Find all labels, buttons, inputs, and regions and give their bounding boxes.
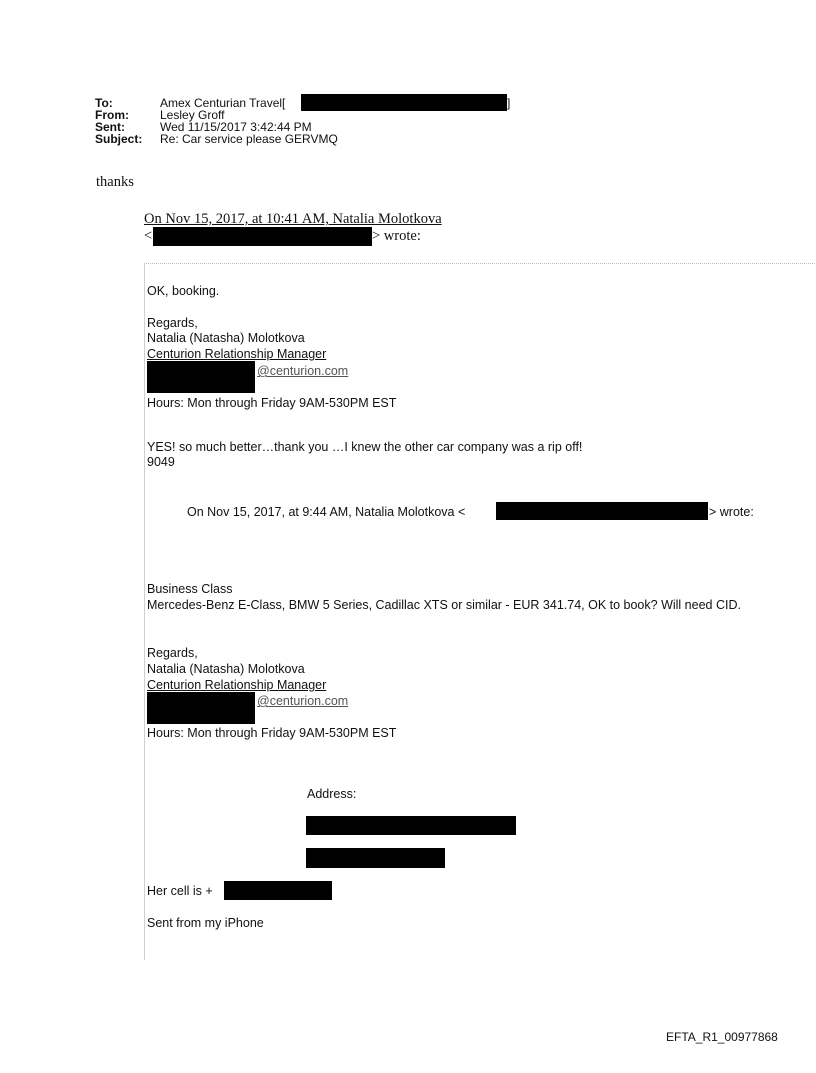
message2-name: Natalia (Natasha) Molotkova [147,662,305,676]
document-id: EFTA_R1_00977868 [666,1030,778,1044]
message1-name: Natalia (Natasha) Molotkova [147,331,305,345]
subject-label: Subject: [95,132,143,146]
message1-title: Centurion Relationship Manager [147,347,327,361]
redaction-block [301,94,507,111]
to-label: To: [95,96,113,110]
message2-title: Centurion Relationship Manager [147,678,327,692]
message2-regards: Regards, [147,646,198,660]
redaction-block [153,227,372,246]
quote1-lt: < [144,228,153,244]
from-label: From: [95,108,129,122]
message1-line: OK, booking. [147,284,220,298]
redaction-block [496,502,708,520]
to-value: Amex Centurian Travel[ [160,96,286,110]
redaction-block [224,881,332,900]
message1-email-link[interactable]: @centurion.com [257,364,349,378]
message2-hours: Hours: Mon through Friday 9AM-530PM EST [147,726,397,740]
redaction-block [147,361,255,393]
to-close-bracket: ] [507,96,511,110]
sent-value: Wed 11/15/2017 3:42:44 PM [160,120,312,134]
quote1-wrote: > wrote: [372,228,421,244]
message2-email-link[interactable]: @centurion.com [257,694,349,708]
message2-detail: Mercedes-Benz E-Class, BMW 5 Series, Cadillac XTS or similar - EUR 341.74, OK to book? Will need CID. [147,598,741,612]
from-value: Lesley Groff [160,108,225,122]
quote1-intro: On Nov 15, 2017, at 10:41 AM, Natalia Molotkova [144,211,442,227]
redaction-block [306,848,445,868]
sent-label: Sent: [95,120,125,134]
message1-yes-line: YES! so much better…thank you …I knew the other car company was a rip off! [147,440,583,454]
quote2-wrote: > wrote: [709,505,754,519]
body-text: thanks [96,174,134,190]
redaction-block [306,816,516,835]
cell-label: Her cell is + [147,884,213,898]
message2-class: Business Class [147,582,233,596]
sent-from-line: Sent from my iPhone [147,916,264,930]
message1-hours: Hours: Mon through Friday 9AM-530PM EST [147,396,397,410]
message1-regards: Regards, [147,316,198,330]
message1-number: 9049 [147,455,175,469]
address-label: Address: [307,787,357,801]
redaction-block [147,692,255,724]
subject-value: Re: Car service please GERVMQ [160,132,338,146]
quote2-intro: On Nov 15, 2017, at 9:44 AM, Natalia Molotkova < [187,505,466,519]
